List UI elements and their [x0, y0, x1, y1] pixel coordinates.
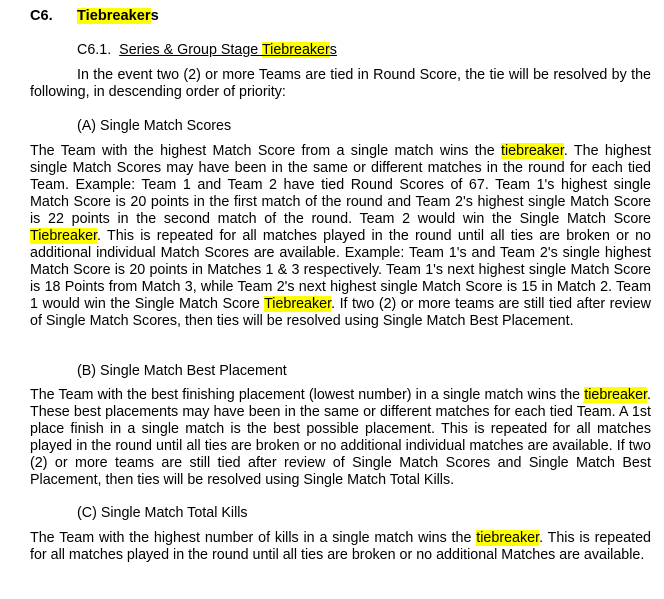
highlighted-term: Tiebreaker: [30, 228, 98, 244]
section-title-highlight: Tiebreaker: [77, 8, 151, 24]
criterion-c-body: [30, 530, 651, 564]
subsection-title-suffix: s: [329, 42, 337, 58]
criterion-a-body: [30, 143, 651, 330]
highlighted-term: tiebreaker: [476, 530, 540, 546]
subsection-number: C6.1.: [77, 42, 112, 58]
highlighted-term: Tiebreaker: [264, 296, 332, 312]
body-text-run: . If two (2) or more teams are still tied after review of Single Match Scores, then ties will be resolved using Single Match Best Placement.: [30, 296, 651, 329]
body-text-run: . The highest single Match Scores may have been in the same or different matches in the round for each tied Team. Example: Team 1 and Team 2 have tied Round Scores of 67. Team 1's highest single Match Score is 20 points in the first match of the round and Team 2's highest single Match Score is 22 points in the second match of the round. Team 2 would win the Single Match Score: [30, 143, 651, 227]
subsection-title: [119, 42, 337, 58]
subsection-title-highlight: Tiebreaker: [261, 42, 330, 58]
body-text-run: The Team with the highest number of kills in a single match wins the: [30, 530, 477, 546]
subsection-title-prefix: Series & Group Stage: [119, 42, 262, 58]
criterion-c-heading: (C) Single Match Total Kills: [77, 505, 248, 521]
criterion-b-body: [30, 387, 651, 489]
intro-paragraph: In the event two (2) or more Teams are tied in Round Score, the tie will be resolved by the following, in descending order of priority:: [30, 67, 651, 100]
body-text-run: . These best placements may have been in the same or different matches for each tied Team. A 1st place finish in a single match is the best possible placement. This is repeated for all matches played in the round until all ties are broken or no additional individual matches are available. If two (2) or more teams are still tied after review of Single Match Scores and Single Match Best Placement, then ties will be resolved using Single Match Total Kills.: [30, 387, 651, 488]
section-title-suffix: s: [150, 8, 159, 24]
highlighted-term: tiebreaker: [584, 387, 648, 403]
section-number: C6.: [30, 8, 53, 24]
body-text-run: The Team with the highest Match Score from a single match wins the: [30, 143, 502, 159]
subsection-heading: [77, 42, 337, 59]
criterion-b-heading: (B) Single Match Best Placement: [77, 363, 287, 379]
body-text-run: The Team with the best finishing placement (lowest number) in a single match wins the: [30, 387, 585, 403]
body-text-run: . This is repeated for all matches played in the round until all ties are broken or no additional individual Match Scores are available. Example: Team 1's and Team 2's single highest Match Score is 20 points in Matches 1 & 3 respectively. Team 1's next highest single Match Score is 18 Points from Match 3, while Team 2's next highest single Match Score is 15 in Match 2. Team 1 would win the Single Match Score: [30, 228, 651, 312]
body-text-run: . This is repeated for all matches played in the round until all ties are broken or no additional Matches are available.: [30, 530, 652, 563]
highlighted-term: tiebreaker: [501, 143, 564, 159]
section-heading: [30, 8, 159, 25]
criterion-a-heading: (A) Single Match Scores: [77, 118, 232, 134]
